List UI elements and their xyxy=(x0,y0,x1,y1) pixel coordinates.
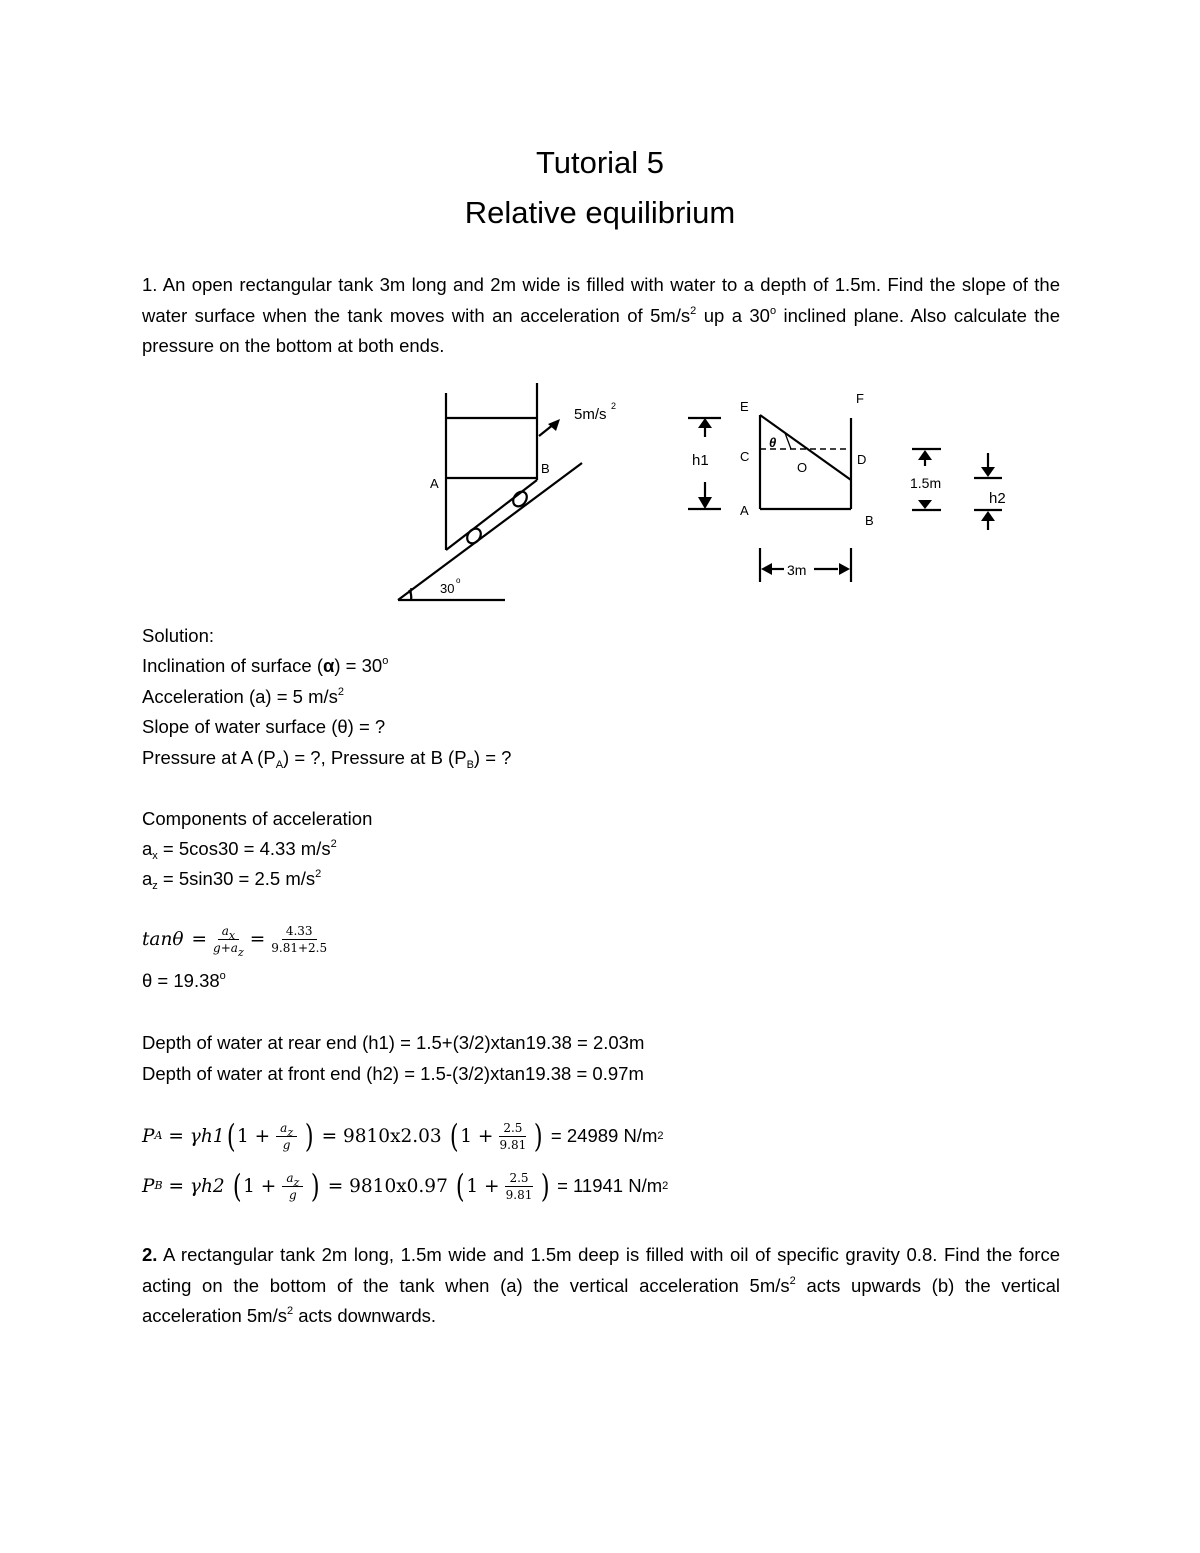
figure-incline-tank xyxy=(398,383,582,600)
incl-alpha: α xyxy=(322,655,335,676)
pb-mid: = 9810x0.97 xyxy=(327,1175,448,1197)
fig2-label-h2: h2 xyxy=(989,490,1006,507)
theta-result: θ = 19.38 xyxy=(142,970,220,991)
inclination-line xyxy=(142,655,388,677)
incl-text-a: Inclination of surface ( xyxy=(142,655,323,676)
pa-result: = 24989 N/m xyxy=(550,1125,658,1146)
q2-text-a: A rectangular tank 2m long, 1.5m wide and 1.5m deep is filled with oil of specific gravity 0.8. Find the force acting on the bottom of the tank when (a) the vertical acceleration 5m/s xyxy=(142,1244,1060,1296)
pb-frac-numeric xyxy=(505,1171,532,1202)
pa-text-b: ) = ?, Pressure at B (P xyxy=(283,747,467,768)
theta-sup: o xyxy=(219,970,226,982)
q1-text-c: inclined plane. Also calculate the pressure on the bottom at both ends. xyxy=(142,304,1061,356)
ax-b: = 5cos30 = 4.33 m/s xyxy=(157,838,331,859)
tan-den: g+a xyxy=(213,941,238,955)
pb-frac-num: a xyxy=(286,1170,294,1185)
pb-eq-p: P xyxy=(142,1175,155,1197)
fig2-label-f: F xyxy=(856,391,864,406)
fig2-label-o: O xyxy=(797,460,808,475)
acceleration-line xyxy=(142,686,344,708)
pa-frac-az-g xyxy=(276,1121,297,1152)
incl-sup: o xyxy=(382,655,389,667)
az-sup: 2 xyxy=(315,868,322,880)
pb-one-plus: 1 + xyxy=(243,1175,277,1197)
accel-sup: 2 xyxy=(337,686,344,698)
ax-sub: x xyxy=(152,850,158,862)
tan-den-sub: z xyxy=(237,946,244,959)
tank-bottom-line xyxy=(446,480,537,550)
fig2-label-theta: θ xyxy=(769,435,777,450)
wheel-right xyxy=(510,489,529,509)
fig2-label-d: D xyxy=(857,452,867,467)
az-b: = 5sin30 = 2.5 m/s xyxy=(157,868,316,889)
tan-theta-equation: tanθ = $\frac{a_x}{g+a_z}$ = $\frac{4.33}{9.81+2.5}$ xyxy=(142,924,328,959)
figure-water-surface xyxy=(688,415,1002,582)
pb-frac2-num: 2.5 xyxy=(505,1171,532,1187)
pa-frac2-num: 2.5 xyxy=(499,1121,526,1137)
q2-sup-1: 2 xyxy=(789,1274,796,1287)
pa-frac-numeric xyxy=(499,1121,526,1152)
q2-number: 2. xyxy=(142,1244,158,1265)
fig1-accel-sup: 2 xyxy=(611,401,617,411)
tan-num-2: 4.33 xyxy=(282,924,317,940)
pa-one-plus: 1 + xyxy=(237,1125,271,1147)
q2-text-b: acts upwards (b) the vertical acceleration 5m/s xyxy=(142,1274,1060,1326)
fig1-label-b: B xyxy=(541,461,550,476)
pb-frac-az-g xyxy=(282,1171,303,1202)
problem-figures xyxy=(0,0,1200,620)
slope-line: Slope of water surface (θ) = ? xyxy=(142,716,386,737)
pa-eq-rhs: = γh1 xyxy=(168,1125,225,1147)
fig1-label-a: A xyxy=(430,476,439,491)
fig2-label-c: C xyxy=(740,449,750,464)
accel-text: Acceleration (a) = 5 m/s xyxy=(142,686,338,707)
q1-text-a: An open rectangular tank 3m long and 2m wide is filled with water to a depth of 1.5m. Find the slope of the water surface when the tank moves with an acceleration of 5m/s xyxy=(142,274,1060,326)
pb-equation: P B = γh2 ( 1 + $\frac{a_z}{g}$ ) = 9810x0.97 ( 1 + $\frac{2.5}{9.81}$ ) = 11941 N/m 2 xyxy=(142,1167,669,1205)
pa-equation: P A = γh1 ( 1 + $\frac{a_z}{g}$ ) = 9810x2.03 ( 1 + $\frac{2.5}{9.81}$ ) = 24989 N/m 2 xyxy=(142,1117,664,1155)
pa-sub: A xyxy=(275,759,284,771)
pa-mid: = 9810x2.03 xyxy=(321,1125,442,1147)
fig2-label-h1: h1 xyxy=(692,452,709,469)
pa-frac-den: g xyxy=(282,1137,291,1152)
ax-line xyxy=(142,838,337,860)
q2-sup-2: 2 xyxy=(286,1305,294,1317)
fig2-label-depth: 1.5m xyxy=(910,475,942,491)
theta-result-line xyxy=(142,970,226,992)
h2-line: Depth of water at front end (h2) = 1.5-(3/2)xtan19.38 = 0.97m xyxy=(142,1063,644,1084)
wheel-left xyxy=(464,526,483,546)
pa-frac2-den: 9.81 xyxy=(499,1137,527,1152)
dimension-arrowheads xyxy=(698,418,995,575)
fig2-label-b: B xyxy=(865,513,874,528)
incl-text-b: ) = 30 xyxy=(334,655,383,676)
pb-frac-den: g xyxy=(288,1187,297,1202)
tan-lhs: tanθ xyxy=(142,929,184,950)
fig1-accel-label: 5m/s xyxy=(574,406,607,423)
fig1-angle-sup: o xyxy=(456,576,461,585)
az-a: a xyxy=(142,868,153,889)
ax-a: a xyxy=(142,838,153,859)
fig2-label-e: E xyxy=(740,399,749,414)
q1-number: 1. xyxy=(142,274,158,295)
pb-result: = 11941 N/m xyxy=(557,1175,663,1196)
fig2-label-length: 3m xyxy=(787,562,807,578)
q1-sup-o: o xyxy=(769,304,777,317)
pb-one-plus-2: 1 + xyxy=(466,1175,500,1197)
solution-heading: Solution: xyxy=(142,625,214,646)
pa-frac-num-sub: z xyxy=(287,1125,294,1139)
h1-line: Depth of water at rear end (h1) = 1.5+(3/2)xtan19.38 = 2.03m xyxy=(142,1032,645,1053)
fig2-label-a: A xyxy=(740,503,749,518)
pa-one-plus-2: 1 + xyxy=(460,1125,494,1147)
pressure-unknowns-line xyxy=(142,747,511,769)
pb-eq-rhs: = γh2 xyxy=(168,1175,225,1197)
tan-den-2: 9.81+2.5 xyxy=(271,941,328,955)
q2-text-c: acts downwards. xyxy=(293,1305,437,1326)
incline-slope-line xyxy=(398,463,582,600)
title-line-1: Tutorial 5 xyxy=(535,145,665,180)
pb-frac2-den: 9.81 xyxy=(505,1187,533,1202)
question-2-text xyxy=(142,1240,1060,1332)
accel-arrow-head xyxy=(548,419,560,431)
title-line-2: Relative equilibrium xyxy=(464,195,736,230)
pa-text-a: Pressure at A (P xyxy=(142,747,276,768)
tan-frac-numeric xyxy=(271,924,327,955)
pb-sub: B xyxy=(466,759,474,771)
tan-num: a xyxy=(221,924,229,938)
pa-frac-num: a xyxy=(280,1120,288,1135)
pb-frac-num-sub: z xyxy=(293,1175,300,1189)
q1-text-b: up a 30 xyxy=(696,304,770,326)
ax-sup: 2 xyxy=(330,838,337,850)
az-sub: z xyxy=(152,880,158,892)
pb-text-b: ) = ? xyxy=(473,747,512,768)
components-heading: Components of acceleration xyxy=(142,808,373,829)
tan-num-sub: x xyxy=(228,929,236,942)
pa-eq-p: P xyxy=(142,1125,155,1147)
q1-sup-2: 2 xyxy=(690,304,697,317)
fig1-angle-label: 30 xyxy=(440,581,455,596)
tan-frac-symbolic xyxy=(213,924,244,959)
az-line xyxy=(142,868,321,890)
